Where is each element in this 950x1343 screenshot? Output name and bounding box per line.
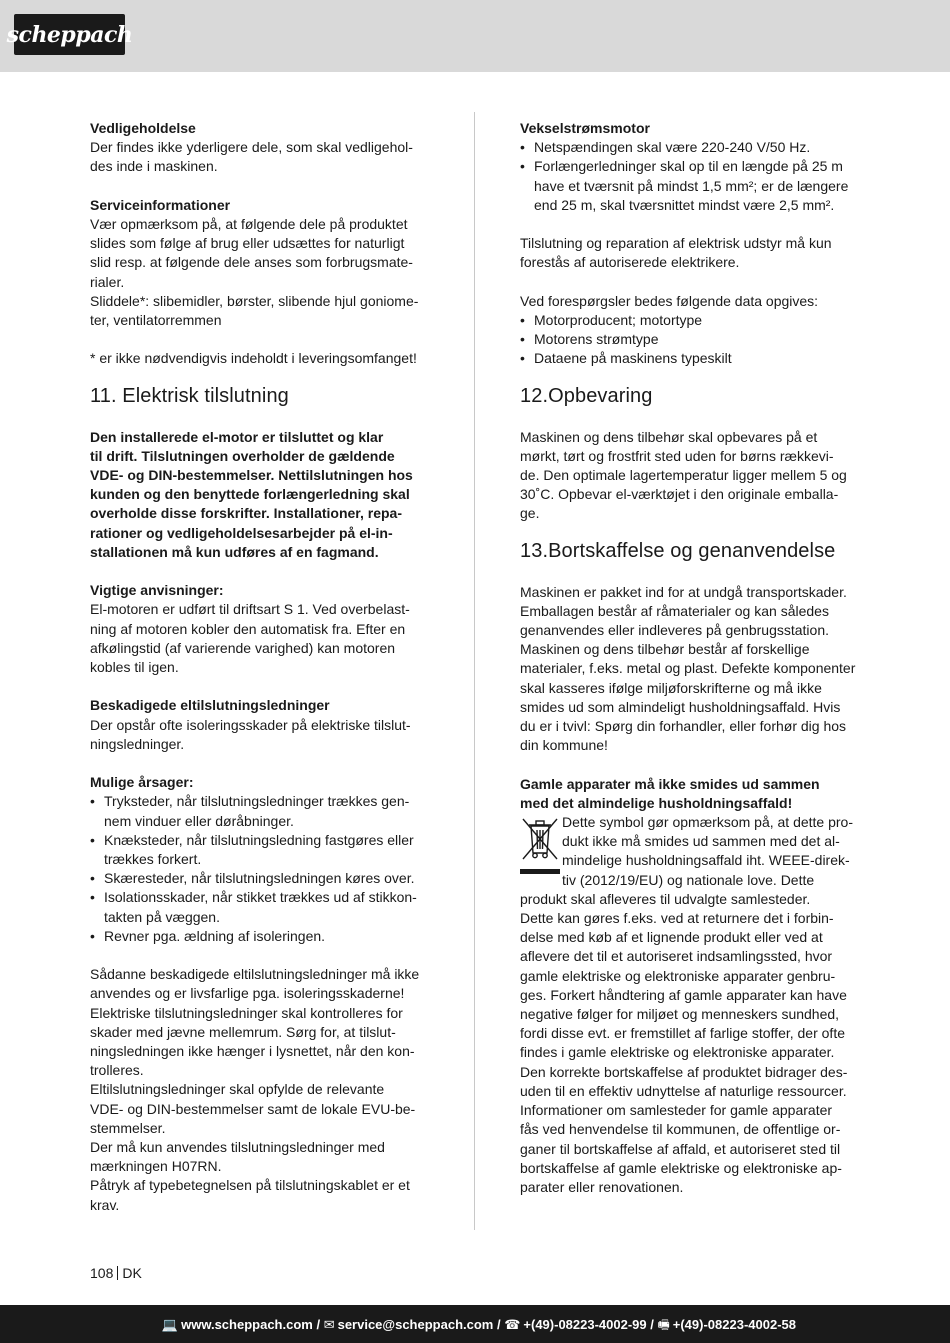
section-13-text: Maskinen er pakket ind for at undgå transportskader. Emballagen består af råmaterialer og kan således genanvendes eller indleveres på genbrugsstation. Maskinen og dens tilbehør består af forskellige materialer, f.eks. metal og plast. Defekte komponenter skal kasseres ifølge miljøforskrifterne og må ikke smides ud som almindeligt husholdningsaffald. Hvis du er i tvivl: Spørg din forhandler, eller forhør dig hos din kommune! bbox=[520, 583, 856, 754]
repair-text: Tilslutning og reparation af elektrisk udstyr må kun forestås af autoriserede elektrikere. bbox=[520, 235, 832, 271]
ac-motor-heading: Vekselstrømsmotor bbox=[520, 120, 650, 136]
list-item: • Netspændingen skal være 220-240 V/50 Hz. bbox=[520, 138, 860, 157]
crossed-out-wheelie-bin-icon bbox=[520, 815, 560, 877]
list-item: • Isolationsskader, når stikket trækkes ud af stikkon- takten på væggen. bbox=[90, 888, 430, 926]
service-footnote: * er ikke nødvendigvis indeholdt i leveringsomfanget! bbox=[90, 350, 417, 367]
causes-heading: Mulige årsager: bbox=[90, 774, 194, 791]
list-item: • Knæksteder, når tilslutningsledning fastgøres eller trækkes forkert. bbox=[90, 831, 430, 869]
website-link[interactable]: www.scheppach.com / bbox=[181, 1317, 321, 1332]
scheppach-logo: scheppach bbox=[14, 14, 125, 55]
weee-text: Dette symbol gør opmærksom på, at dette pro- dukt ikke må smides ud sammen med det al- mindelige husholdningsaffald iht. WEEE-direk- tiv (2012/19/EU) og nationale love. Dette produkt skal afleveres til udvalgte samlesteder. Dette kan gøres f.eks. ved at returnere det i forbin- delse med køb af et lignende produkt eller ved at aflevere det til et autoriseret indsamlingssted, hvor gamle elektriske og elektroniske apparater genbru- ges. Forkert håndtering af gamle apparater kan have negative følger for miljøet og menneskers sundhed, fordi disse evt. er fremstillet af farlige stoffer, der ofte findes i gamle elektriske og elektroniske apparater. Den korrekte bortskaffelse af produktet bidrager des- uden til en effektiv udnyttelse af naturlige ressourcer. Informationer om samlesteder for gamle apparater fås ved henvendelse til kommunen, de offentlige or- ganer til bortskaffelse af affald, et autoriseret sted til bortskaffelse af gamle elektriske og elektroniske ap- parater eller renovationen. bbox=[520, 814, 853, 1195]
weee-warning: Gamle apparater må ikke smides ud sammen med det almindelige husholdningsaffald! bbox=[520, 775, 820, 811]
weee-text-block bbox=[520, 813, 860, 1197]
fax-number: +(49)-08223-4002-58 bbox=[672, 1317, 796, 1332]
ac-motor-list bbox=[520, 138, 860, 215]
contact-line bbox=[162, 1316, 796, 1338]
envelope-icon: ✉ bbox=[323, 1317, 335, 1332]
service-text: Vær opmærksom på, at følgende dele på produktet slides som følge af brug eller udsættes for naturligt slid resp. at følgende dele anses som forbrugsmate- rialer. Sliddele*: slibemidler, børster, slibende hjul goniome- ter, ventilatorremmen bbox=[90, 216, 419, 329]
section-12-text: Maskinen og dens tilbehør skal opbevares på et mørkt, tørt og frostfrit sted uden for børns rækkevi- de. Den optimale lagertemperatur ligger mellem 5 og 30˚C. Opbevar el-værktøjet i den originale emballa- ge. bbox=[520, 428, 847, 522]
section-11-heading: 11. Elektrisk tilslutning bbox=[90, 384, 289, 407]
phone-icon: ☎ bbox=[504, 1317, 521, 1332]
list-item: • Motorproducent; motortype bbox=[520, 311, 860, 330]
section-11-intro: Den installerede el-motor er tilsluttet og klar til drift. Tilslutningen overholder de gældende VDE- og DIN-bestemmelser. Nettilslutningen hos kunden og den benyttede forlængerledning skal overholde disse forskrifter. Installationer, repa- rationer og vedligeholdelsesarbejder på el-in- stallationen må kun udføres af en fagmand. bbox=[90, 428, 413, 560]
cable-safety-text: Sådanne beskadigede eltilslutningsledninger må ikke anvendes og er livsfarlige pga. isoleringsskaderne! Elektriske tilslutningsledninger skal kontrolleres for skader med jævne mellemrum. Sørg for, at tilslut- ningsledningen ikke hænger i lysnettet, når den kon- trolleres. Eltilslutningsledninger skal opfylde de relevante VDE- og DIN-bestemmelser samt de lokale EVU-be- stemmelser. Der må kun anvendes tilslutningsledninger med mærkningen H07RN. Påtryk af typebetegnelsen på tilslutningskablet er et krav. bbox=[90, 966, 420, 1213]
right-column bbox=[520, 119, 860, 1197]
phone-number: +(49)-08223-4002-99 / bbox=[523, 1317, 654, 1332]
email-link[interactable]: service@scheppach.com / bbox=[337, 1317, 501, 1332]
maintenance-heading: Vedligeholdelse bbox=[90, 120, 196, 136]
list-item: • Tryksteder, når tilslutningsledninger trækkes gen- nem vinduer eller døråbninger. bbox=[90, 792, 430, 830]
damaged-cables-heading: Beskadigede eltilslutningsledninger bbox=[90, 697, 330, 714]
list-item: • Forlængerledninger skal op til en længde på 25 m have et tværsnit på mindst 1,5 mm²; er de længere end 25 m, skal tværsnittet mindst være 2,5 mm². bbox=[520, 157, 860, 215]
computer-icon: 💻 bbox=[161, 1317, 179, 1332]
column-divider bbox=[474, 112, 475, 1230]
maintenance-text: Der findes ikke yderligere dele, som skal vedligehol- des inde i maskinen. bbox=[90, 139, 413, 175]
list-item: • Dataene på maskinens typeskilt bbox=[520, 349, 860, 368]
inquiries-intro: Ved forespørgsler bedes følgende data opgives: bbox=[520, 292, 819, 309]
causes-list bbox=[90, 792, 430, 946]
left-column bbox=[90, 119, 430, 1215]
service-heading: Serviceinformationer bbox=[90, 196, 231, 213]
list-item: • Skæresteder, når tilslutningsledningen køres over. bbox=[90, 869, 430, 888]
section-13-heading: 13.Bortskaffelse og genanvendelse bbox=[520, 539, 836, 562]
damaged-cables-text: Der opstår ofte isoleringsskader på elektriske tilslut- ningsledninger. bbox=[90, 716, 411, 752]
fax-icon: 🖷 bbox=[657, 1317, 670, 1332]
list-item: • Revner pga. ældning af isoleringen. bbox=[90, 927, 430, 946]
important-text: El-motoren er udført til driftsart S 1. Ved overbelast- ning af motoren kobler den automatisk fra. Efter en afkølingstid (af varierende varighed) kan motoren kobles til igen. bbox=[90, 601, 410, 676]
important-heading: Vigtige anvisninger: bbox=[90, 582, 224, 599]
page-header bbox=[0, 0, 950, 72]
page-number: 108 DK bbox=[90, 1265, 142, 1281]
inquiries-list bbox=[520, 311, 860, 369]
section-12-heading: 12.Opbevaring bbox=[520, 384, 653, 407]
page-footer bbox=[0, 1305, 950, 1343]
list-item: • Motorens strømtype bbox=[520, 330, 860, 349]
